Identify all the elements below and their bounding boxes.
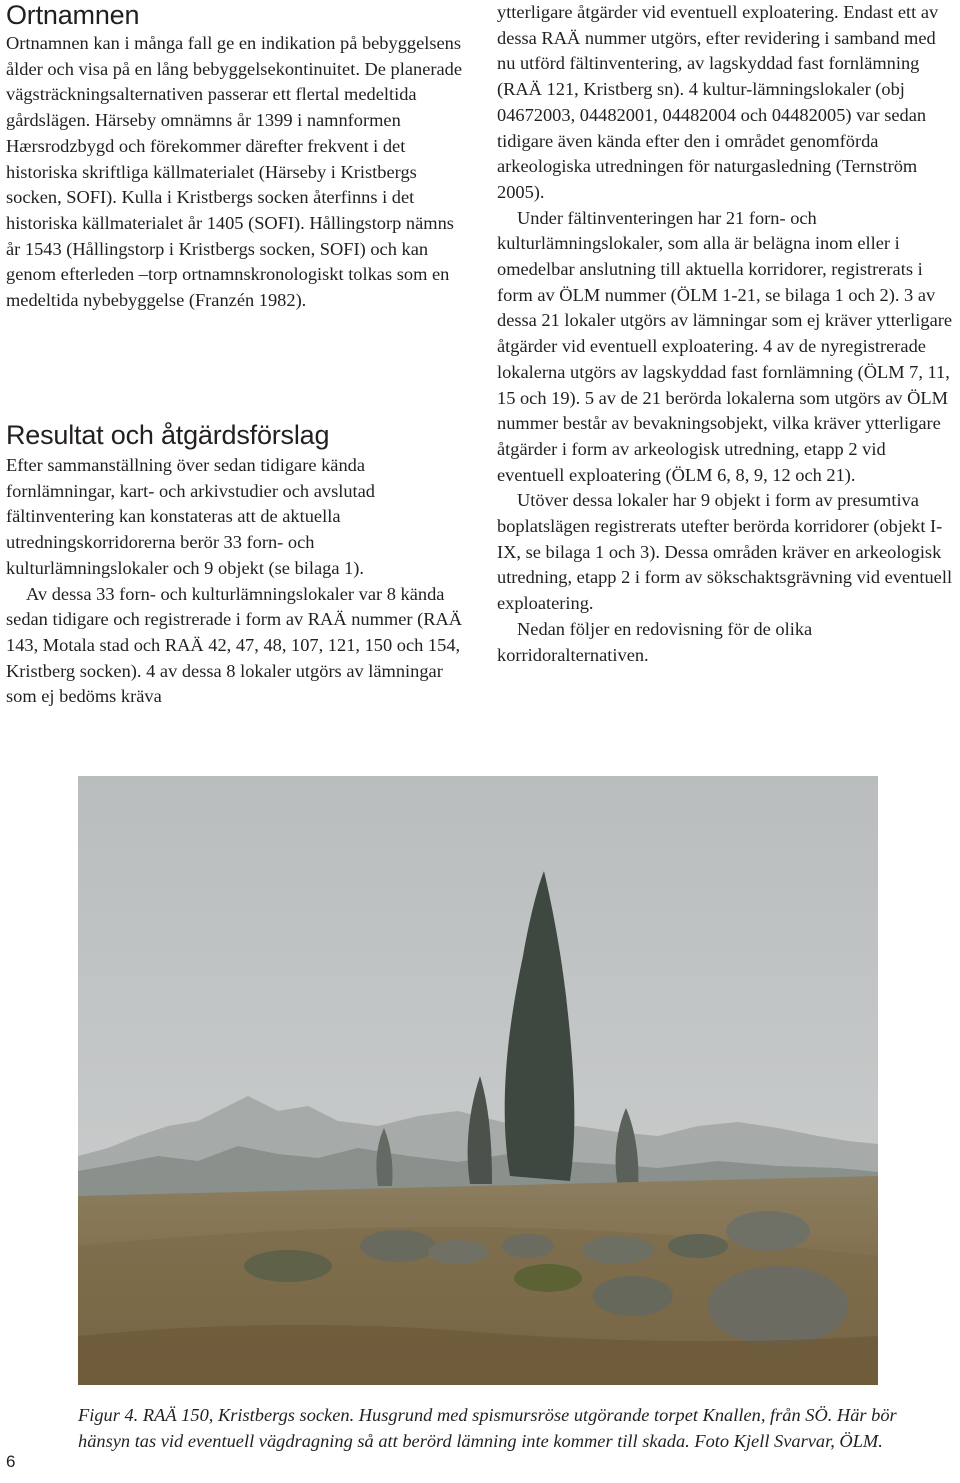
stone bbox=[593, 1276, 673, 1316]
paragraph-ortnamnen: Ortnamnen kan i många fall ge en indikation på bebyggelsens ålder och visa på en lång bebyggelsekontinuitet. De planerade vägsträckningsalternativen passerar ett flertal medeltida gårdslägen. Härseby omnämns år 1399 i namnformen Hærsrodzbygd och förekommer därefter frekvent i det historiska skriftliga källmaterialet (Härseby i Kristbergs socken, SOFI). Kulla i Kristbergs socken återfinns i det historiska källmaterialet år 1405 (SOFI). Hållingstorp nämns år 1543 (Hållingstorp i Kristbergs socken, SOFI) och kan genom efterleden –torp ortnamnskronologiskt tolkas som en medeltida nybebyggelse (Franzén 1982). bbox=[6, 33, 463, 311]
heading-resultat: Resultat och åtgärdsförslag bbox=[6, 420, 330, 450]
paragraph-right-1: ytterligare åtgärder vid eventuell exploatering. Endast ett av dessa RAÄ nummer utgörs, efter revidering i samband med nu utförd fältinventering, av lagskyddad fast fornlämning (RAÄ 121, Kristberg sn). 4 kultur-lämningslokaler (obj 04672003, 04482001, 04482004 och 04482005) var sedan tidigare även kända efter den i området genomförda arkeologiska utredningen för naturgasledning (Ternström 2005). bbox=[497, 2, 939, 202]
figure-photo bbox=[78, 776, 878, 1385]
stone bbox=[726, 1211, 810, 1251]
large-stone bbox=[708, 1266, 848, 1346]
landscape-photo-illustration bbox=[78, 776, 878, 1385]
stone bbox=[502, 1234, 554, 1258]
moss-stone bbox=[244, 1250, 332, 1282]
stone bbox=[668, 1234, 728, 1258]
stone bbox=[360, 1230, 436, 1262]
paragraph-right-4: Nedan följer en redovisning för de olika korridoralternativen. bbox=[497, 618, 813, 665]
paragraph-resultat-2: Av dessa 33 forn- och kulturlämningslokaler var 8 kända sedan tidigare och registrerade i form av RAÄ nummer (RAÄ 143, Motala stad och RAÄ 42, 47, 48, 107, 121, 150 och 154, Kristberg socken). 4 av dessa 8 lokaler utgörs av lämningar som ej bedöms kräva bbox=[6, 583, 463, 707]
figure-caption: Figur 4. RAÄ 150, Kristbergs socken. Husgrund med spismursröse utgörande torpet Knallen, från SÖ. Här bör hänsyn tas vid eventuell vägdragning så att berörd lämning inte kommer till skada. Foto Kjell Svarvar, ÖLM. bbox=[78, 1405, 897, 1451]
paragraph-resultat-1: Efter sammanställning över sedan tidigare kända fornlämningar, kart- och arkivstudier och avslutad fältinventering kan konstateras att de aktuella utredningskorridorerna berör 33 forn- och kulturlämningslokaler och 9 objekt (se bilaga 1). bbox=[6, 455, 375, 578]
right-column bbox=[497, 0, 955, 668]
paragraph-right-2: Under fältinventeringen har 21 forn- och kulturlämningslokaler, som alla är belägna inom eller i omedelbar anslutning till aktuella korridorer, registrerats i form av ÖLM nummer (ÖLM 1-21, se bilaga 1 och 2). 3 av dessa 21 lokaler utgörs av lämningar som ej kräver ytterligare åtgärder vid eventuell exploatering. 4 av de nyregistrerade lokalerna utgörs av lagskyddad fast fornlämning (ÖLM 7, 11, 15 och 19). 5 av de 21 berörda lokalerna som utgörs av ÖLM nummer består av bevakningsobjekt, vilka kräver ytterligare åtgärder i form av arkeologisk utredning, etapp 2 vid eventuell exploatering (ÖLM 6, 8, 9, 12 och 21). bbox=[497, 207, 953, 485]
stone bbox=[428, 1240, 488, 1264]
stone bbox=[582, 1236, 654, 1264]
paragraph-right-3: Utöver dessa lokaler har 9 objekt i form av presumtiva boplatslägen registrerats utefter berörda korridorer (objekt I-IX, se bilaga 1 och 3). Dessa områden kräver en arkeologisk utredning, etapp 2 i form av sökschaktsgrävning vid eventuell exploatering. bbox=[497, 490, 953, 614]
heading-ortnamnen: Ortnamnen bbox=[6, 0, 140, 30]
moss-stone bbox=[514, 1264, 582, 1292]
resultat-body bbox=[6, 453, 466, 710]
page-number: 6 bbox=[6, 1452, 16, 1471]
